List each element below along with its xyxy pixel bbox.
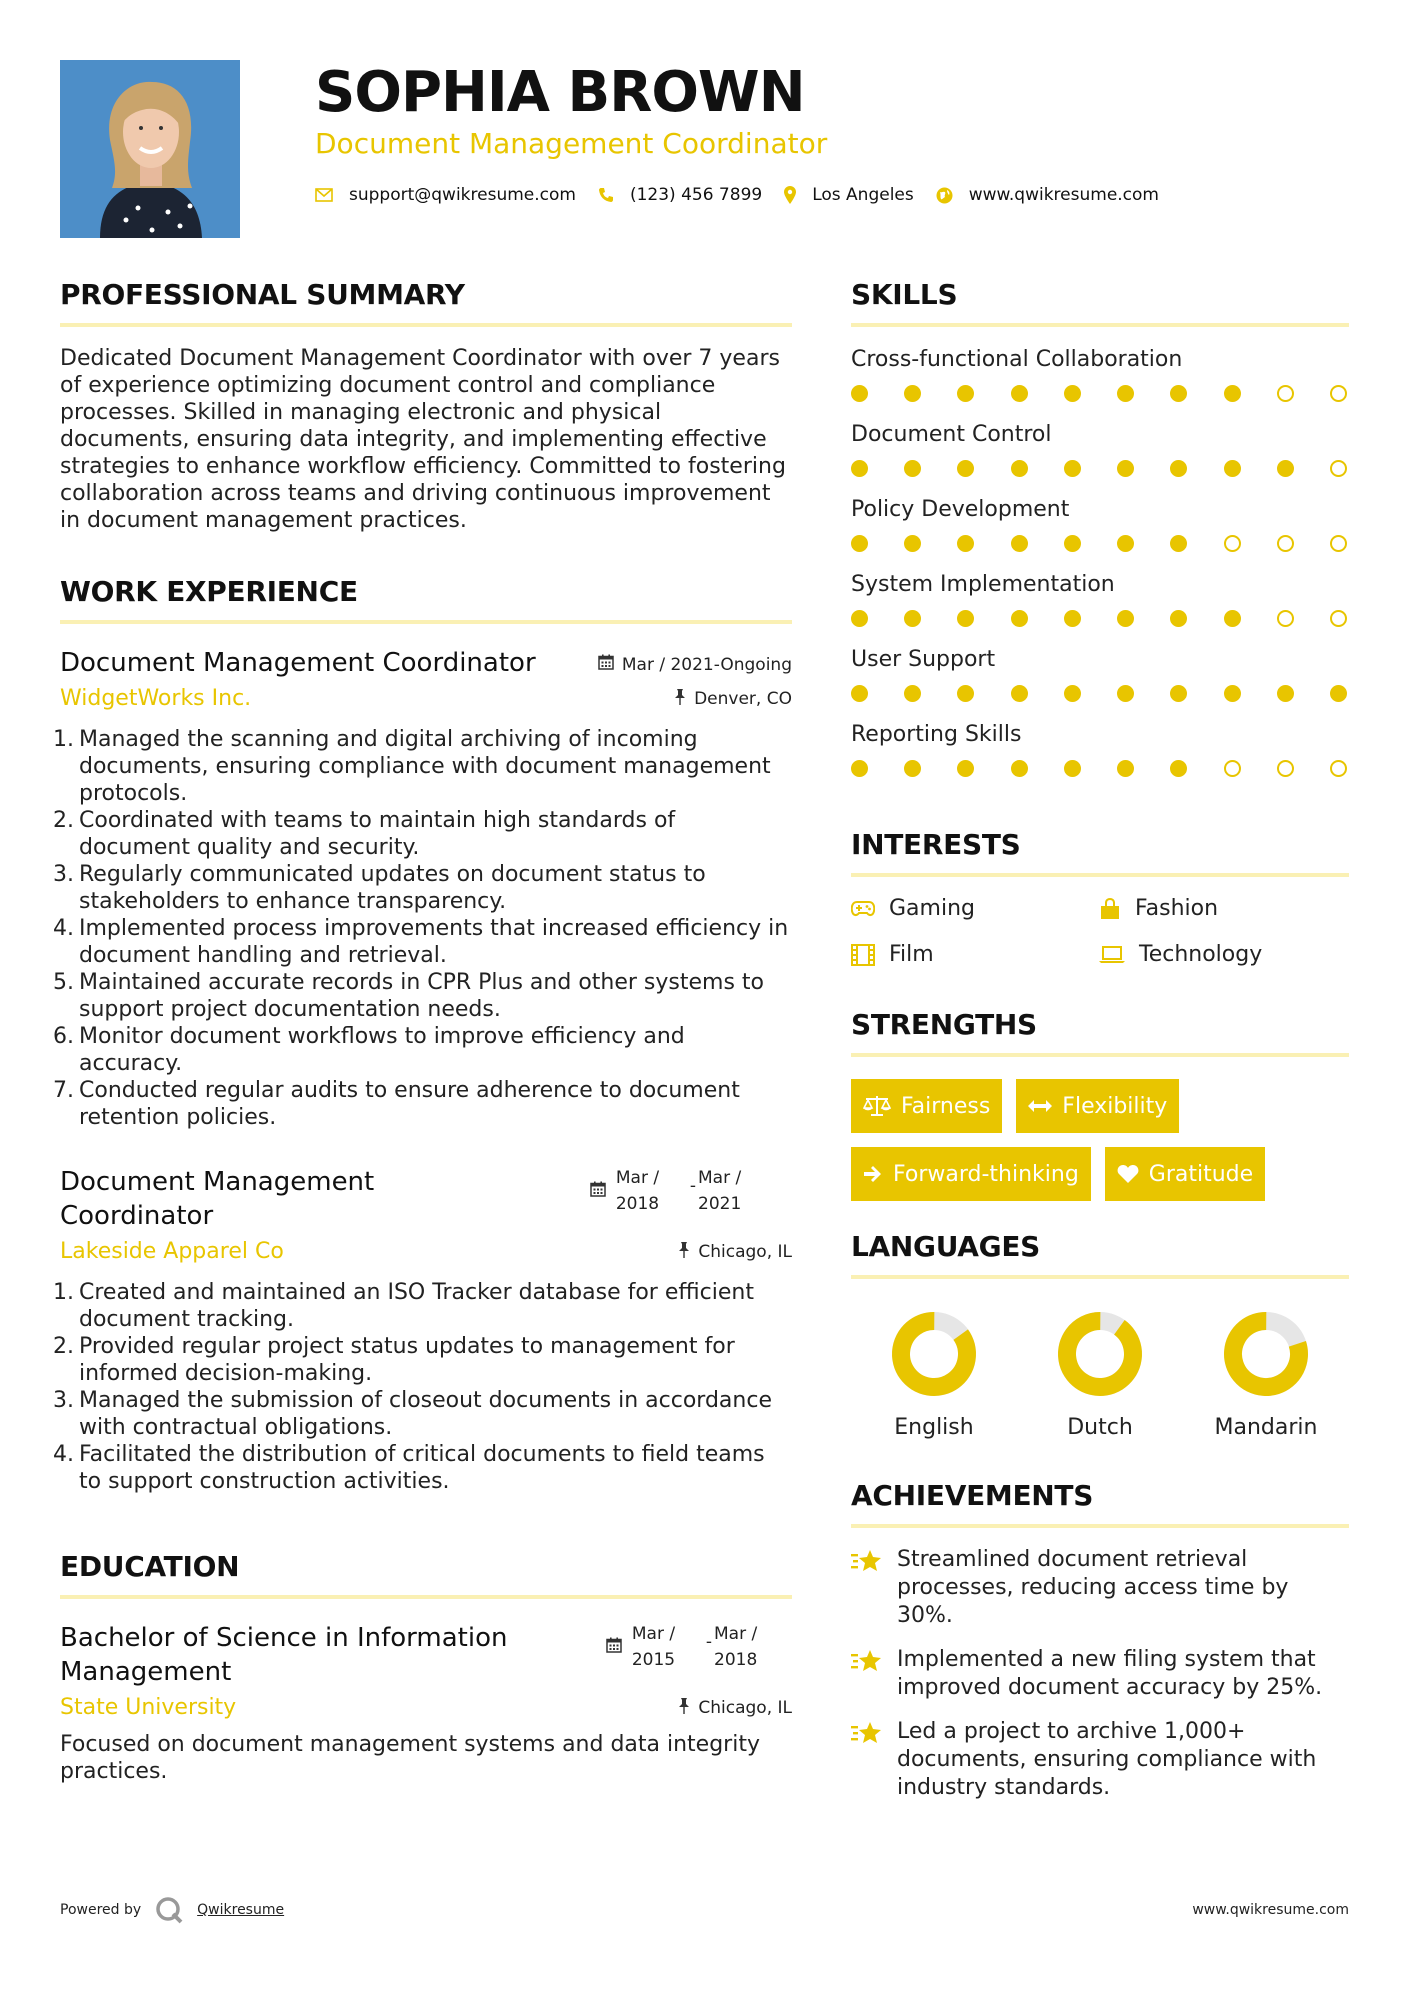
skill-name: User Support xyxy=(851,647,996,672)
list-item: 3. Managed the submission of closeout documents in accordance with contractual obligations. xyxy=(53,1388,772,1440)
achievement-item xyxy=(851,1718,1349,1802)
skill-rating xyxy=(851,535,1349,552)
ring-fill xyxy=(889,1309,979,1399)
job-responsibilities xyxy=(53,1279,792,1495)
qwikresume-logo-icon xyxy=(155,1896,183,1924)
skill-name: Cross-functional Collaboration xyxy=(851,347,1183,372)
list-item: 4. Implemented process improvements that increased efficiency in document handling and retrieval. xyxy=(53,916,789,968)
company-name: WidgetWorks Inc. xyxy=(60,686,252,711)
skill-dot xyxy=(1277,460,1294,477)
star-icon xyxy=(851,1546,897,1630)
skill-dot xyxy=(1224,535,1241,552)
achievement-text: Led a project to archive 1,000+ documents, ensuring compliance with industry standards. xyxy=(897,1719,1317,1800)
achievements-list xyxy=(851,1546,1349,1802)
interests-heading: INTERESTS xyxy=(851,825,1349,877)
language-proficiency-ring xyxy=(889,1309,979,1399)
skill-dot xyxy=(957,685,974,702)
education-location-text: Chicago, IL xyxy=(698,1698,792,1718)
language-proficiency-ring xyxy=(1221,1309,1311,1399)
strength-name: Forward-thinking xyxy=(893,1161,1079,1187)
education-end-date: Mar / 2018 xyxy=(714,1624,758,1670)
skill-dot xyxy=(1064,760,1081,777)
skill-name: Reporting Skills xyxy=(851,722,1022,747)
contact-location xyxy=(784,185,914,205)
skill-dot xyxy=(904,385,921,402)
list-item: 2. Provided regular project status updates to management for informed decision-making. xyxy=(53,1334,735,1386)
portrait-image xyxy=(60,60,240,238)
experience-heading: WORK EXPERIENCE xyxy=(60,572,792,624)
skill-dot xyxy=(1277,760,1294,777)
map-pin-icon xyxy=(784,186,796,204)
interest-name: Fashion xyxy=(1135,896,1219,921)
skill-dot xyxy=(904,610,921,627)
job-location xyxy=(678,1242,792,1263)
skill-dot xyxy=(1011,685,1028,702)
skill-dot xyxy=(904,685,921,702)
skill-dot xyxy=(1117,385,1134,402)
achievement-item xyxy=(851,1646,1349,1702)
list-item: 6. Monitor document workflows to improve efficiency and accuracy. xyxy=(53,1024,685,1076)
job-responsibilities xyxy=(53,726,792,1131)
skill-dot xyxy=(1277,535,1294,552)
strength-tag xyxy=(851,1147,1091,1201)
interest-item xyxy=(851,941,1099,969)
list-item: 2. Coordinated with teams to maintain high standards of document quality and security. xyxy=(53,808,676,860)
candidate-name: SOPHIA BROWN xyxy=(315,60,805,125)
achievement-text: Streamlined document retrieval processes, reducing access time by 30%. xyxy=(897,1547,1289,1628)
job-title: Document Management Coordinator xyxy=(60,1167,375,1231)
calendar-icon xyxy=(606,1635,622,1661)
skill-item xyxy=(851,570,1349,627)
list-item: 1. Created and maintained an ISO Tracker database for efficient document tracking. xyxy=(53,1280,754,1332)
job-date: Mar / 2018 - Mar / 2021 xyxy=(590,1165,792,1217)
phone-icon xyxy=(598,187,614,203)
star-icon xyxy=(851,1646,897,1702)
skill-dot xyxy=(1277,610,1294,627)
skill-name: Policy Development xyxy=(851,497,1070,522)
strength-name: Fairness xyxy=(901,1093,991,1119)
laptop-icon xyxy=(1099,946,1125,964)
strength-tag xyxy=(1016,1079,1179,1133)
pushpin-icon xyxy=(678,1698,690,1719)
job-date xyxy=(598,654,792,675)
skill-dot xyxy=(1011,460,1028,477)
candidate-role: Document Management Coordinator xyxy=(315,127,828,160)
job-date-text: Mar / 2021-Ongoing xyxy=(621,654,792,675)
skill-name: System Implementation xyxy=(851,572,1115,597)
skill-dot xyxy=(957,760,974,777)
strength-name: Flexibility xyxy=(1062,1093,1168,1119)
skill-dot xyxy=(1330,685,1347,702)
skill-dot xyxy=(1117,610,1134,627)
language-item xyxy=(851,1309,1017,1440)
skill-dot xyxy=(1224,685,1241,702)
skill-dot xyxy=(1330,460,1347,477)
languages-heading: LANGUAGES xyxy=(851,1227,1349,1279)
list-item: 5. Maintained accurate records in CPR Plus and other systems to support project documentation needs. xyxy=(53,970,764,1022)
skill-item xyxy=(851,345,1349,402)
language-item xyxy=(1183,1309,1349,1440)
skill-dot xyxy=(1330,385,1347,402)
skill-dot xyxy=(1064,610,1081,627)
skill-dot xyxy=(851,535,868,552)
education-description: Focused on document management systems and data integrity practices. xyxy=(60,1732,760,1784)
skill-dot xyxy=(1064,685,1081,702)
arrows-horizontal-icon xyxy=(1028,1099,1052,1113)
pushpin-icon xyxy=(678,1242,690,1263)
education-start-date: Mar / 2015 xyxy=(631,1624,676,1670)
skill-dot xyxy=(1277,385,1294,402)
contact-phone[interactable] xyxy=(598,185,762,205)
interest-item xyxy=(1099,941,1347,969)
powered-by-label: Powered by xyxy=(60,1902,142,1918)
list-item: 7. Conducted regular audits to ensure adherence to document retention policies. xyxy=(53,1078,740,1130)
right-column xyxy=(851,275,1349,1818)
job-title: Document Management Coordinator xyxy=(60,648,536,678)
skill-dot xyxy=(1170,385,1187,402)
skill-dot xyxy=(1064,460,1081,477)
skill-dot xyxy=(904,535,921,552)
skill-dot xyxy=(957,535,974,552)
skill-dot xyxy=(904,760,921,777)
skill-dot xyxy=(1170,460,1187,477)
skill-dot xyxy=(1117,535,1134,552)
contact-email[interactable] xyxy=(315,185,576,205)
skill-dot xyxy=(1224,610,1241,627)
company-name: Lakeside Apparel Co xyxy=(60,1239,284,1264)
strengths-heading: STRENGTHS xyxy=(851,1005,1349,1057)
contact-bar xyxy=(315,180,1355,210)
skill-dot xyxy=(1117,685,1134,702)
skill-dot xyxy=(851,685,868,702)
list-item: 1. Managed the scanning and digital archiving of incoming documents, ensuring compliance with document management protocols. xyxy=(53,727,771,806)
interest-name: Technology xyxy=(1139,942,1263,967)
job-end-date: Mar / 2021 xyxy=(698,1168,742,1214)
heart-icon xyxy=(1117,1164,1139,1184)
arrow-right-icon xyxy=(863,1165,883,1183)
skill-dot xyxy=(851,460,868,477)
skill-dot xyxy=(1011,385,1028,402)
skill-dot xyxy=(1011,760,1028,777)
interest-item xyxy=(1099,895,1347,923)
strength-tag xyxy=(1105,1147,1265,1201)
education-heading: EDUCATION xyxy=(60,1547,792,1599)
skill-dot xyxy=(1170,685,1187,702)
skill-dot xyxy=(1224,385,1241,402)
education-location xyxy=(678,1698,792,1719)
skill-rating xyxy=(851,610,1349,627)
skill-dot xyxy=(1170,610,1187,627)
ring-fill xyxy=(1055,1309,1145,1399)
job-location-text: Chicago, IL xyxy=(698,1242,792,1262)
job-entry xyxy=(53,1165,792,1495)
skill-dot xyxy=(1011,535,1028,552)
phone-text: (123) 456 7899 xyxy=(629,185,763,205)
email-text: support@qwikresume.com xyxy=(349,185,576,205)
skill-dot xyxy=(1170,535,1187,552)
skill-item xyxy=(851,420,1349,477)
skill-dot xyxy=(1011,610,1028,627)
skill-dot xyxy=(1330,535,1347,552)
skill-dot xyxy=(1330,610,1347,627)
skill-dot xyxy=(1117,460,1134,477)
summary-heading: PROFESSIONAL SUMMARY xyxy=(60,275,792,327)
job-location xyxy=(674,689,792,710)
job-location-text: Denver, CO xyxy=(694,689,792,709)
skill-dot xyxy=(1224,460,1241,477)
school-name: State University xyxy=(60,1695,237,1720)
contact-website[interactable] xyxy=(936,185,1159,205)
skill-dot xyxy=(1277,685,1294,702)
calendar-icon xyxy=(590,1179,606,1205)
skill-rating xyxy=(851,385,1349,402)
language-proficiency-ring xyxy=(1055,1309,1145,1399)
globe-icon xyxy=(936,187,953,204)
language-name: English xyxy=(894,1415,974,1440)
shopping-bag-icon xyxy=(1099,898,1121,920)
language-name: Mandarin xyxy=(1214,1415,1318,1440)
skill-name: Document Control xyxy=(851,422,1052,447)
skill-dot xyxy=(1064,385,1081,402)
list-item: 3. Regularly communicated updates on document status to stakeholders to enhance transparency. xyxy=(53,862,706,914)
job-entry xyxy=(53,646,792,1131)
interests-list xyxy=(851,895,1349,969)
skill-dot xyxy=(957,460,974,477)
star-icon xyxy=(851,1718,897,1802)
strengths-list xyxy=(851,1079,1349,1201)
education-entry xyxy=(60,1621,792,1785)
resume-header xyxy=(315,60,1355,210)
left-column xyxy=(53,275,792,1785)
profile-photo xyxy=(60,60,240,238)
pushpin-icon xyxy=(674,689,686,710)
achievement-item xyxy=(851,1546,1349,1630)
skill-item xyxy=(851,495,1349,552)
skill-dot xyxy=(851,610,868,627)
gamepad-icon xyxy=(851,901,875,917)
skills-heading: SKILLS xyxy=(851,275,1349,327)
skill-item xyxy=(851,645,1349,702)
job-start-date: Mar / 2018 xyxy=(615,1168,660,1214)
location-text: Los Angeles xyxy=(812,185,914,205)
calendar-icon xyxy=(598,654,614,675)
skill-dot xyxy=(1117,760,1134,777)
languages-list xyxy=(851,1309,1349,1440)
skill-item xyxy=(851,720,1349,777)
film-icon xyxy=(851,944,875,966)
list-item: 4. Facilitated the distribution of critical documents to field teams to support construction activities. xyxy=(53,1442,765,1494)
skills-list xyxy=(851,345,1349,777)
summary-text: Dedicated Document Management Coordinator with over 7 years of experience optimizing document control and compliance processes. Skilled in managing electronic and physical documents, ensuring data integrity, and implementing effective strategies to enhance workflow efficiency. Committed to fostering collaboration across teams and driving continuous improvement in document management practices. xyxy=(60,346,786,533)
page-footer xyxy=(60,1896,1349,1924)
balance-scale-icon xyxy=(863,1095,891,1117)
skill-dot xyxy=(957,610,974,627)
strength-name: Gratitude xyxy=(1148,1161,1254,1187)
skill-rating xyxy=(851,760,1349,777)
website-text: www.qwikresume.com xyxy=(968,185,1159,205)
language-item xyxy=(1017,1309,1183,1440)
achievements-heading: ACHIEVEMENTS xyxy=(851,1476,1349,1528)
qwikresume-link[interactable]: Qwikresume xyxy=(197,1902,285,1918)
skill-dot xyxy=(1330,760,1347,777)
skill-dot xyxy=(1170,760,1187,777)
skill-dot xyxy=(851,385,868,402)
skill-dot xyxy=(904,460,921,477)
degree-title: Bachelor of Science in Information Management xyxy=(60,1623,508,1687)
strength-tag xyxy=(851,1079,1002,1133)
skill-dot xyxy=(851,760,868,777)
interest-name: Gaming xyxy=(889,896,975,921)
skill-dot xyxy=(1224,760,1241,777)
interest-item xyxy=(851,895,1099,923)
skill-rating xyxy=(851,460,1349,477)
skill-dot xyxy=(1064,535,1081,552)
footer-website[interactable]: www.qwikresume.com xyxy=(1192,1902,1349,1918)
interest-name: Film xyxy=(889,942,934,967)
skill-rating xyxy=(851,685,1349,702)
skill-dot xyxy=(957,385,974,402)
powered-by xyxy=(60,1896,284,1924)
envelope-icon xyxy=(315,188,333,202)
achievement-text: Implemented a new filing system that improved document accuracy by 25%. xyxy=(897,1647,1323,1700)
education-date: Mar / 2015 - Mar / 2018 xyxy=(606,1621,792,1673)
language-name: Dutch xyxy=(1067,1415,1133,1440)
